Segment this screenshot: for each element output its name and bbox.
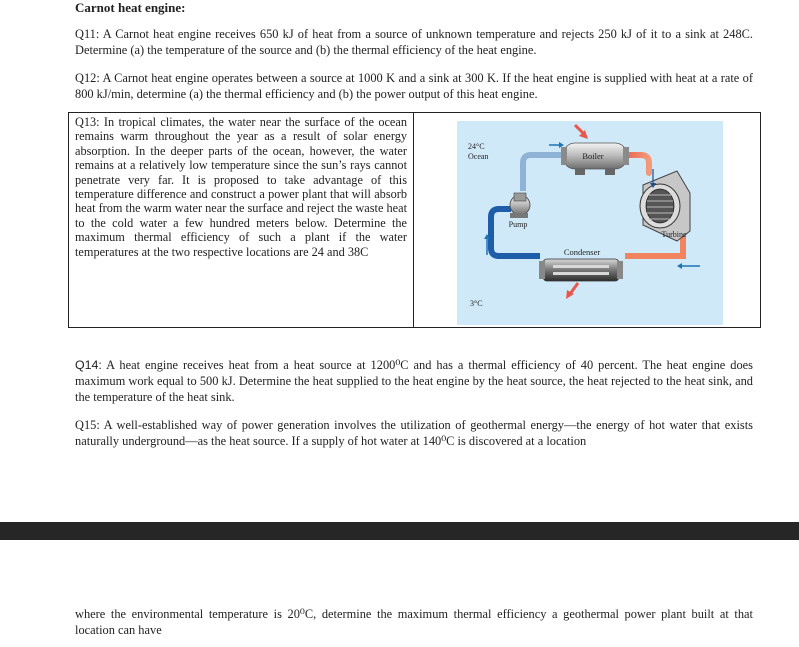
q13-table [68, 112, 761, 328]
otec-figure-cell [415, 113, 760, 327]
surface-ocean-label: Ocean [468, 152, 489, 161]
question-q15: Q15: A well-established way of power generation involves the utilization of geothermal energy—the energy of hot water that exists naturally underground—as the heat source. If a supply of hot water at 140⁰C is discovered at a location [75, 418, 753, 448]
otec-diagram [415, 113, 760, 327]
condenser-label: Condenser [563, 247, 601, 257]
question-q13: Q13: In tropical climates, the water near the surface of the ocean remains warm throughout the year as a result of solar energy absorption. In the deeper parts of the ocean, however, the water remains at a relatively low temperature since the sun’s rays cannot penetrate very far. It is proposed to take advantage of this temperature difference and construct a power plant that will absorb heat from the warm water near the surface and reject the waste heat to the cold water a few hundred meters below. Determine the maximum thermal efficiency of such a plant if the water temperatures at the two respective locations are 24 and 38C [69, 113, 414, 327]
pump-label: Pump [508, 220, 528, 229]
condenser [539, 259, 623, 281]
question-q15-continued: where the environmental temperature is 20⁰C, determine the maximum thermal efficiency a geothermal power plant built at that location can have [75, 607, 753, 637]
deep-temp-label: 3°C [470, 299, 483, 308]
boiler-label: Boiler [582, 151, 604, 161]
question-q11: Q11: A Carnot heat engine receives 650 kJ of heat from a source of unknown temperature and rejects 250 kJ of it to a sink at 248C. Determine (a) the temperature of the source and (b) the thermal efficiency of the heat engine. [75, 27, 753, 57]
page-separator-bar [0, 522, 799, 540]
question-q14 [75, 357, 753, 405]
q14-label: Q14: [75, 358, 102, 372]
surface-temp-label: 24°C [468, 142, 485, 151]
question-q12: Q12: A Carnot heat engine operates between a source at 1000 K and a sink at 300 K. If the heat engine is supplied with heat at a rate of 800 kJ/min, determine (a) the thermal efficiency and (b) the power output of this heat engine. [75, 71, 753, 101]
section-heading: Carnot heat engine: [75, 0, 186, 15]
turbine-label: Turbine [661, 230, 687, 239]
q14-text: A heat engine receives heat from a heat source at 1200⁰C and has a thermal efficiency of 40 percent. The heat engine does maximum work equal to 500 kJ. Determine the heat supplied to the heat engine by the heat source, the heat rejected to the heat sink, and the temperature of the heat sink. [75, 358, 753, 404]
